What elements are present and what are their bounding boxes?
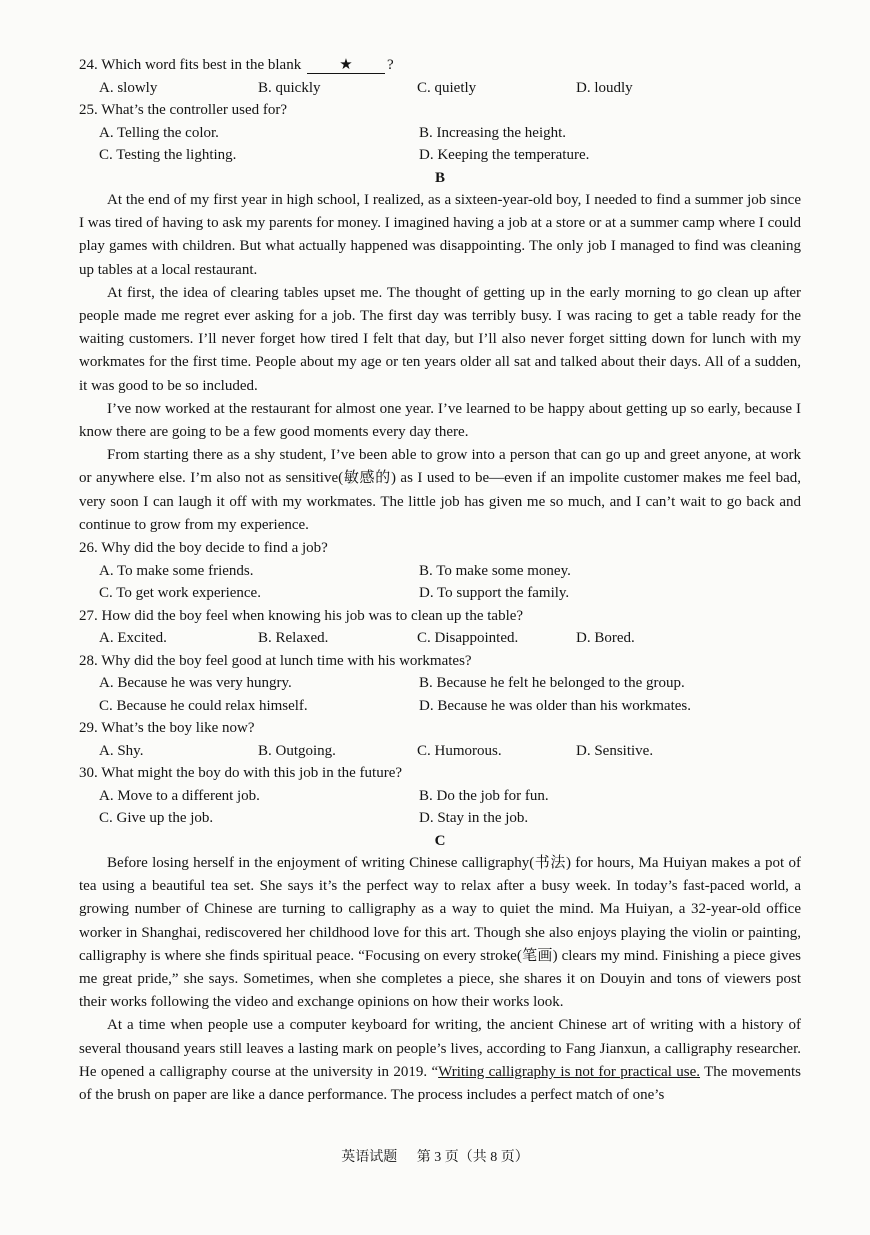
question-24-stem: 24. Which word fits best in the blank bbox=[79, 57, 302, 73]
question-24-end: ? bbox=[386, 57, 394, 73]
question-27: 27. How did the boy feel when knowing his job was to clean up the table? bbox=[79, 607, 524, 624]
option-a: A. Move to a different job. bbox=[99, 787, 260, 804]
question-29: 29. What’s the boy like now? bbox=[79, 720, 255, 737]
question-28-options-row-2 bbox=[79, 695, 801, 718]
section-b-title: B bbox=[434, 169, 445, 186]
passage-b-paragraph-1: At the end of my first year in high school, I realized, as a sixteen-year-old boy, I needed to find a summer job since I was tired of having to ask my parents for money. I imagined having a job at a store or at a summer camp where I could play games with children. But what actually happened was disappointing. The only job I managed to find was cleaning up tables at a local restaurant. bbox=[79, 192, 801, 278]
option-a: A. Because he was very hungry. bbox=[99, 675, 292, 692]
question-24-options bbox=[79, 77, 801, 100]
option-b: B. Relaxed. bbox=[258, 630, 329, 647]
option-c: C. Humorous. bbox=[417, 742, 502, 759]
answer-blank bbox=[307, 58, 385, 74]
option-b: B. Do the job for fun. bbox=[419, 787, 549, 804]
question-30-options-row-2 bbox=[79, 807, 801, 830]
option-d: D. Bored. bbox=[576, 630, 635, 647]
option-c: C. Give up the job. bbox=[99, 810, 214, 827]
passage-b-paragraph-2: At first, the idea of clearing tables upset me. The thought of getting up in the early morning to go clean up after people made me regret ever asking for a job. The first day was terribly busy. I was racing to get a table ready for the waiting customers. I’ll never forget how tired I felt that day, but I’ll also never forget sitting down for lunch with my workmates for the first time. People about my age or ten years older all sat and talked about their days. All of a sudden, it was good to be so included. bbox=[79, 284, 801, 394]
question-25-options-row-2 bbox=[79, 144, 801, 167]
option-d: D. Stay in the job. bbox=[419, 810, 529, 827]
underlined-sentence: Writing calligraphy is not for practical use. bbox=[438, 1063, 701, 1080]
option-c: C. Testing the lighting. bbox=[99, 147, 237, 163]
question-25: 25. What’s the controller used for? bbox=[79, 102, 287, 118]
option-c: C. Disappointed. bbox=[417, 630, 519, 647]
option-c: C. To get work experience. bbox=[99, 585, 261, 602]
question-26-options-row-2 bbox=[79, 582, 801, 605]
question-30: 30. What might the boy do with this job in the future? bbox=[79, 765, 403, 782]
question-28: 28. Why did the boy feel good at lunch time with his workmates? bbox=[79, 652, 472, 669]
question-30-options-row-1 bbox=[79, 785, 801, 808]
option-c: C. quietly bbox=[417, 79, 477, 96]
passage-c-paragraph-1: Before losing herself in the enjoyment of writing Chinese calligraphy(书法) for hours, Ma Huiyan makes a pot of tea using a beautiful tea set. She says it’s the perfect way to relax after a busy week. In today’s fast-paced world, a growing number of Chinese are turning to calligraphy as a way to quiet the mind. Ma Huiyan, a 32-year-old office worker in Shanghai, rediscovered her childhood love for this art. Though she also enjoys playing the violin or painting, calligraphy is where she finds spiritual peace. “Focusing on every stroke(笔画) clears my mind. Finishing a piece gives me great pride,” she says. Sometimes, when she completes a piece, she shares it on Douyin and tons of viewers post their works following the video and exchange opinions on how their works look. bbox=[79, 855, 801, 1011]
option-b: B. Increasing the height. bbox=[419, 124, 567, 141]
option-d: D. Keeping the temperature. bbox=[419, 147, 590, 163]
question-29-options bbox=[79, 740, 801, 763]
question-25-options-row-1 bbox=[79, 122, 801, 145]
question-26: 26. Why did the boy decide to find a job? bbox=[79, 540, 328, 557]
option-b: B. To make some money. bbox=[419, 562, 571, 579]
passage-b-paragraph-3: I’ve now worked at the restaurant for almost one year. I’ve learned to be happy about getting up so early, because I know there are going to be a few good moments every day there. bbox=[79, 400, 801, 441]
passage-c-paragraph-2-text: At a time when people use a computer keyboard for writing, the ancient Chinese art of writing with a history of several thousand years still leaves a lasting mark on people’s lives, according to Fang Jianxun, a calligraphy researcher. He opened a calligraphy course at the university in 2019. “ bbox=[79, 1017, 801, 1080]
option-d: D. loudly bbox=[576, 79, 633, 96]
page-footer bbox=[0, 1148, 870, 1168]
option-a: A. Excited. bbox=[99, 630, 167, 647]
option-a: A. To make some friends. bbox=[99, 562, 254, 579]
option-b: B. Outgoing. bbox=[258, 742, 336, 759]
section-c-title: C bbox=[434, 832, 446, 849]
option-d: D. Because he was older than his workmates. bbox=[419, 697, 692, 714]
footer-page-number: 第 3 页（共 8 页） bbox=[416, 1150, 529, 1165]
question-28-options-row-1 bbox=[79, 672, 801, 695]
option-c: C. Because he could relax himself. bbox=[99, 697, 308, 714]
question-24 bbox=[79, 54, 801, 77]
option-d: D. Sensitive. bbox=[576, 742, 654, 759]
passage-c-paragraph-2 bbox=[79, 1014, 801, 1107]
passage-c-paragraph-2-continued: The movements of the brush on paper are like a dance performance. The process includes a perfect match of one’s bbox=[79, 1063, 801, 1104]
question-27-options bbox=[79, 627, 801, 650]
option-a: A. Shy. bbox=[99, 742, 144, 759]
footer-subject: 英语试题 bbox=[341, 1150, 398, 1165]
exam-content bbox=[79, 54, 801, 1107]
option-a: A. Telling the color. bbox=[99, 124, 219, 141]
option-b: B. quickly bbox=[258, 79, 321, 96]
option-d: D. To support the family. bbox=[419, 585, 570, 602]
question-26-options-row-1 bbox=[79, 560, 801, 583]
option-b: B. Because he felt he belonged to the group. bbox=[419, 675, 685, 692]
passage-b-paragraph-4: From starting there as a shy student, I’ve been able to grow into a person that can go up and greet anyone, at work or anywhere else. I’m also not as sensitive(敏感的) as I used to be—even if an impolite customer makes me feel bad, very soon I can laugh it off with my workmates. The little job has given me so much, and I can’t wait to go back and continue to grow from my experience. bbox=[79, 447, 801, 533]
option-a: A. slowly bbox=[99, 79, 158, 96]
star-icon: ★ bbox=[339, 57, 353, 73]
